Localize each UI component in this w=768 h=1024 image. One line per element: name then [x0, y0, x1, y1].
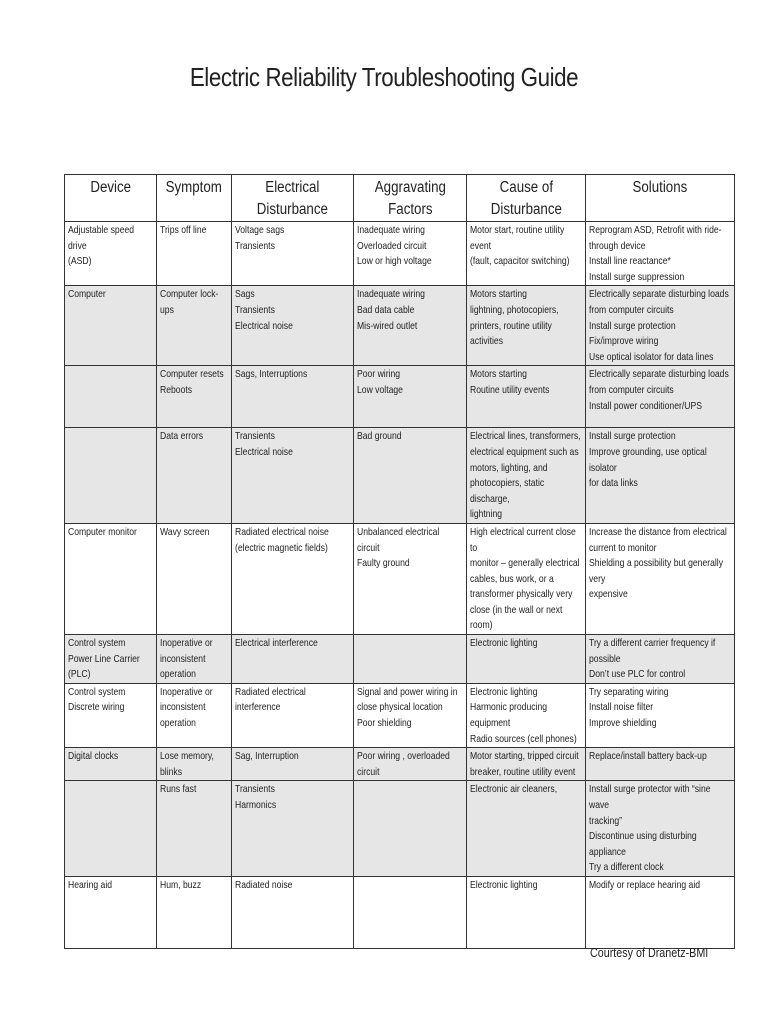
cell-solutions	[586, 781, 735, 877]
cell-disturbance-text: Radiated electrical interference	[235, 685, 306, 714]
cell-factors	[354, 428, 467, 524]
cell-solutions-text: Electrically separate disturbing loads from computer circuits Install power conditioner/UPS	[589, 368, 729, 412]
cell-disturbance	[232, 635, 354, 684]
cell-solutions	[586, 876, 735, 948]
header-device	[65, 175, 157, 222]
cell-factors-text: Poor wiring , overloaded circuit	[357, 750, 450, 778]
cell-factors-text: Inadequate wiring Overloaded circuit Low or high voltage	[357, 224, 432, 268]
cell-disturbance-text: Sags, Interruptions	[235, 368, 308, 381]
cell-symptom	[157, 683, 232, 747]
cell-solutions-text: Install surge protector with “sine wave tracking” Discontinue using disturbing appliance Try a different clock	[589, 783, 711, 874]
cell-disturbance	[232, 748, 354, 781]
cell-solutions-text: Increase the distance from electrical current to monitor Shielding a possibility but generally very expensive	[589, 525, 727, 601]
cell-device-text: Computer	[68, 288, 106, 301]
cell-symptom	[157, 428, 232, 524]
cell-device	[65, 876, 157, 948]
cell-factors	[354, 635, 467, 684]
cell-factors	[354, 286, 467, 366]
cell-symptom	[157, 286, 232, 366]
table-row	[65, 222, 735, 286]
cell-disturbance	[232, 523, 354, 634]
cell-solutions	[586, 366, 735, 428]
cell-symptom-text: Computer lock- ups	[160, 288, 219, 316]
cell-disturbance-text: Transients Harmonics	[235, 783, 277, 811]
cell-cause	[467, 428, 586, 524]
table-row	[65, 781, 735, 877]
cell-solutions-text: Try separating wiring Install noise filter Improve shielding	[589, 685, 669, 730]
table-row	[65, 366, 735, 428]
cell-disturbance	[232, 428, 354, 524]
header-row	[65, 175, 735, 222]
table-row	[65, 635, 735, 684]
cell-device-text: Adjustable speed drive (ASD)	[68, 224, 135, 268]
table-row	[65, 286, 735, 366]
cell-solutions	[586, 683, 735, 747]
cell-device	[65, 635, 157, 684]
table-row	[65, 428, 735, 524]
cell-symptom-text: Data errors	[160, 430, 204, 443]
header-disturbance	[232, 175, 354, 222]
cell-symptom	[157, 635, 232, 684]
cell-factors-text: Signal and power wiring in close physical location Poor shielding	[357, 685, 458, 730]
cell-device	[65, 428, 157, 524]
cell-solutions-text: Modify or replace hearing aid	[589, 878, 701, 891]
cell-cause	[467, 222, 586, 286]
cell-symptom	[157, 748, 232, 781]
cell-solutions	[586, 222, 735, 286]
cell-cause-text: High electrical current close to monitor – generally electrical cables, bus work, or a transformer physically very close (in the wall or next room)	[470, 525, 580, 632]
cell-disturbance	[232, 781, 354, 877]
cell-symptom	[157, 222, 232, 286]
cell-disturbance	[232, 286, 354, 366]
cell-cause	[467, 635, 586, 684]
courtesy-credit: Courtesy of Dranetz-BMI	[590, 946, 709, 960]
cell-disturbance	[232, 222, 354, 286]
cell-cause-text: Motors starting lightning, photocopiers, printers, routine utility activities	[470, 288, 559, 348]
cell-cause-text: Electrical lines, transformers, electrical equipment such as motors, lighting, and photocopiers, static discharge, lightning	[470, 430, 581, 521]
cell-symptom	[157, 523, 232, 634]
cell-symptom-text: Inoperative or inconsistent operation	[160, 637, 213, 681]
cell-factors-text: Inadequate wiring Bad data cable Mis-wired outlet	[357, 288, 425, 332]
cell-solutions-text: Replace/install battery back-up	[589, 750, 707, 763]
cell-device	[65, 748, 157, 781]
page-title: Electric Reliability Troubleshooting Guide	[189, 62, 579, 92]
cell-cause	[467, 366, 586, 428]
cell-disturbance-text: Sags Transients Electrical noise	[235, 288, 293, 332]
header-cause-label: Cause of Disturbance	[490, 179, 562, 218]
cell-device-text: Hearing aid	[68, 878, 113, 891]
cell-solutions-text: Electrically separate disturbing loads from computer circuits Install surge protection Fix/improve wiring Use optical isolator for data lines	[589, 288, 729, 363]
cell-symptom-text: Inoperative or inconsistent operation	[160, 685, 213, 730]
cell-solutions	[586, 523, 735, 634]
header-factors	[354, 175, 467, 222]
cell-solutions	[586, 428, 735, 524]
cell-factors	[354, 781, 467, 877]
table-row	[65, 748, 735, 781]
header-symptom	[157, 175, 232, 222]
header-symptom-label: Symptom	[165, 179, 223, 196]
cell-symptom-text: Computer resets Reboots	[160, 368, 224, 396]
cell-solutions-text: Reprogram ASD, Retrofit with ride- through device Install line reactance* Install surge suppression	[589, 224, 722, 283]
cell-symptom	[157, 781, 232, 877]
troubleshooting-table	[64, 174, 735, 949]
cell-cause-text: Electronic lighting	[470, 637, 538, 650]
cell-device	[65, 286, 157, 366]
cell-cause-text: Electronic air cleaners,	[470, 783, 558, 796]
cell-factors-text: Unbalanced electrical circuit Faulty ground	[357, 525, 440, 570]
cell-disturbance-text: Radiated noise	[235, 878, 293, 891]
cell-disturbance	[232, 683, 354, 747]
cell-device	[65, 781, 157, 877]
cell-factors	[354, 876, 467, 948]
cell-factors	[354, 683, 467, 747]
cell-cause	[467, 781, 586, 877]
cell-factors	[354, 748, 467, 781]
cell-device	[65, 366, 157, 428]
header-solutions	[586, 175, 735, 222]
cell-solutions-text: Try a different carrier frequency if possible Don’t use PLC for control	[589, 637, 716, 681]
cell-cause	[467, 286, 586, 366]
cell-factors-text: Poor wiring Low voltage	[357, 368, 403, 396]
cell-cause	[467, 876, 586, 948]
cell-cause-text: Motor start, routine utility event (fault, capacitor switching)	[470, 224, 570, 268]
cell-factors-text: Bad ground	[357, 430, 402, 443]
header-device-label: Device	[90, 179, 131, 196]
cell-cause	[467, 748, 586, 781]
cell-cause-text: Motors starting Routine utility events	[470, 368, 550, 396]
cell-solutions	[586, 748, 735, 781]
header-factors-label: Aggravating Factors	[374, 179, 446, 218]
cell-device-text: Digital clocks	[68, 750, 119, 763]
cell-symptom-text: Runs fast	[160, 783, 197, 796]
table-row	[65, 523, 735, 634]
cell-symptom-text: Lose memory, blinks	[160, 750, 214, 778]
header-disturbance-label: Electrical Disturbance	[256, 179, 329, 218]
cell-solutions	[586, 635, 735, 684]
cell-device-text: Control system Discrete wiring	[68, 685, 126, 714]
cell-device	[65, 222, 157, 286]
cell-cause-text: Electronic lighting Harmonic producing equipment Radio sources (cell phones)	[470, 685, 577, 745]
cell-symptom	[157, 876, 232, 948]
table-row	[65, 876, 735, 948]
cell-disturbance-text: Transients Electrical noise	[235, 430, 293, 458]
cell-device-text: Control system Power Line Carrier (PLC)	[68, 637, 140, 681]
cell-symptom-text: Wavy screen	[160, 525, 210, 538]
cell-cause	[467, 523, 586, 634]
header-cause	[467, 175, 586, 222]
cell-symptom-text: Trips off line	[160, 224, 207, 236]
cell-symptom-text: Hum, buzz	[160, 878, 202, 891]
cell-disturbance-text: Voltage sags Transients	[235, 224, 285, 252]
cell-disturbance-text: Radiated electrical noise (electric magnetic fields)	[235, 525, 329, 554]
cell-cause	[467, 683, 586, 747]
cell-factors	[354, 523, 467, 634]
cell-disturbance	[232, 876, 354, 948]
cell-cause-text: Electronic lighting	[470, 878, 538, 891]
cell-solutions-text: Install surge protection Improve grounding, use optical isolator for data links	[589, 430, 707, 490]
cell-cause-text: Motor starting, tripped circuit breaker, routine utility event	[470, 750, 579, 778]
cell-solutions	[586, 286, 735, 366]
cell-disturbance	[232, 366, 354, 428]
cell-disturbance-text: Sag, Interruption	[235, 750, 299, 763]
cell-factors	[354, 222, 467, 286]
cell-symptom	[157, 366, 232, 428]
cell-device	[65, 523, 157, 634]
header-solutions-label: Solutions	[632, 179, 688, 196]
table-row	[65, 683, 735, 747]
cell-device	[65, 683, 157, 747]
cell-disturbance-text: Electrical interference	[235, 637, 318, 650]
cell-factors	[354, 366, 467, 428]
cell-device-text: Computer monitor	[68, 525, 137, 538]
